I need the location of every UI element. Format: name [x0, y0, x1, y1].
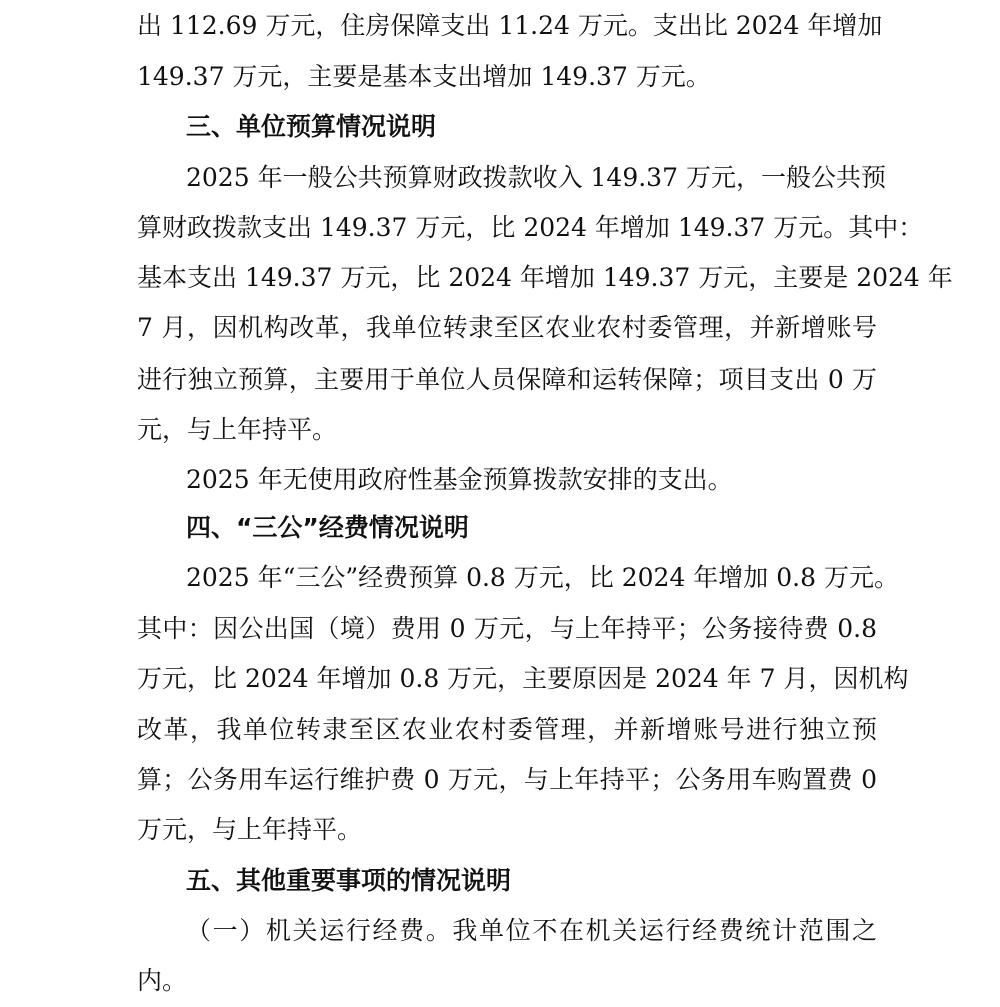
section-heading-4: 四、“三公”经费情况说明 [186, 513, 469, 542]
text-line: 2025 年无使用政府性基金预算拨款安排的支出。 [186, 465, 733, 494]
text-line: 其中：因公出国（境）费用 0 万元，与上年持平；公务接待费 0.8 [137, 614, 877, 643]
text-line: 元，与上年持平。 [137, 415, 338, 444]
text-line: 2025 年一般公共预算财政拨款收入 149.37 万元，一般公共预 [186, 163, 886, 192]
text-line: 进行独立预算，主要用于单位人员保障和运转保障；项目支出 0 万 [137, 365, 877, 394]
text-line: 改革，我单位转隶至区农业农村委管理，并新增账号进行独立预 [137, 715, 877, 744]
text-line: 内。 [137, 966, 188, 995]
text-line: 算财政拨款支出 149.37 万元，比 2024 年增加 149.37 万元。其中： [137, 213, 924, 242]
text-line: 万元，与上年持平。 [137, 815, 363, 844]
text-line: 万元，比 2024 年增加 0.8 万元，主要原因是 2024 年 7 月，因机构 [137, 664, 909, 693]
text-line: 7 月，因机构改革，我单位转隶至区农业农村委管理，并新增账号 [137, 313, 877, 342]
section-heading-3: 三、单位预算情况说明 [186, 112, 437, 141]
text-line: 149.37 万元，主要是基本支出增加 149.37 万元。 [137, 62, 711, 91]
text-line: 基本支出 149.37 万元，比 2024 年增加 149.37 万元，主要是 2024 年 [137, 263, 953, 292]
text-line: （一）机关运行经费。我单位不在机关运行经费统计范围之 [186, 916, 877, 945]
text-line: 出 112.69 万元，住房保障支出 11.24 万元。支出比 2024 年增加 [137, 11, 883, 40]
section-heading-5: 五、其他重要事项的情况说明 [186, 866, 512, 895]
text-line: 算；公务用车运行维护费 0 万元，与上年持平；公务用车购置费 0 [137, 765, 877, 794]
text-line: 2025 年“三公”经费预算 0.8 万元，比 2024 年增加 0.8 万元。 [186, 563, 899, 592]
